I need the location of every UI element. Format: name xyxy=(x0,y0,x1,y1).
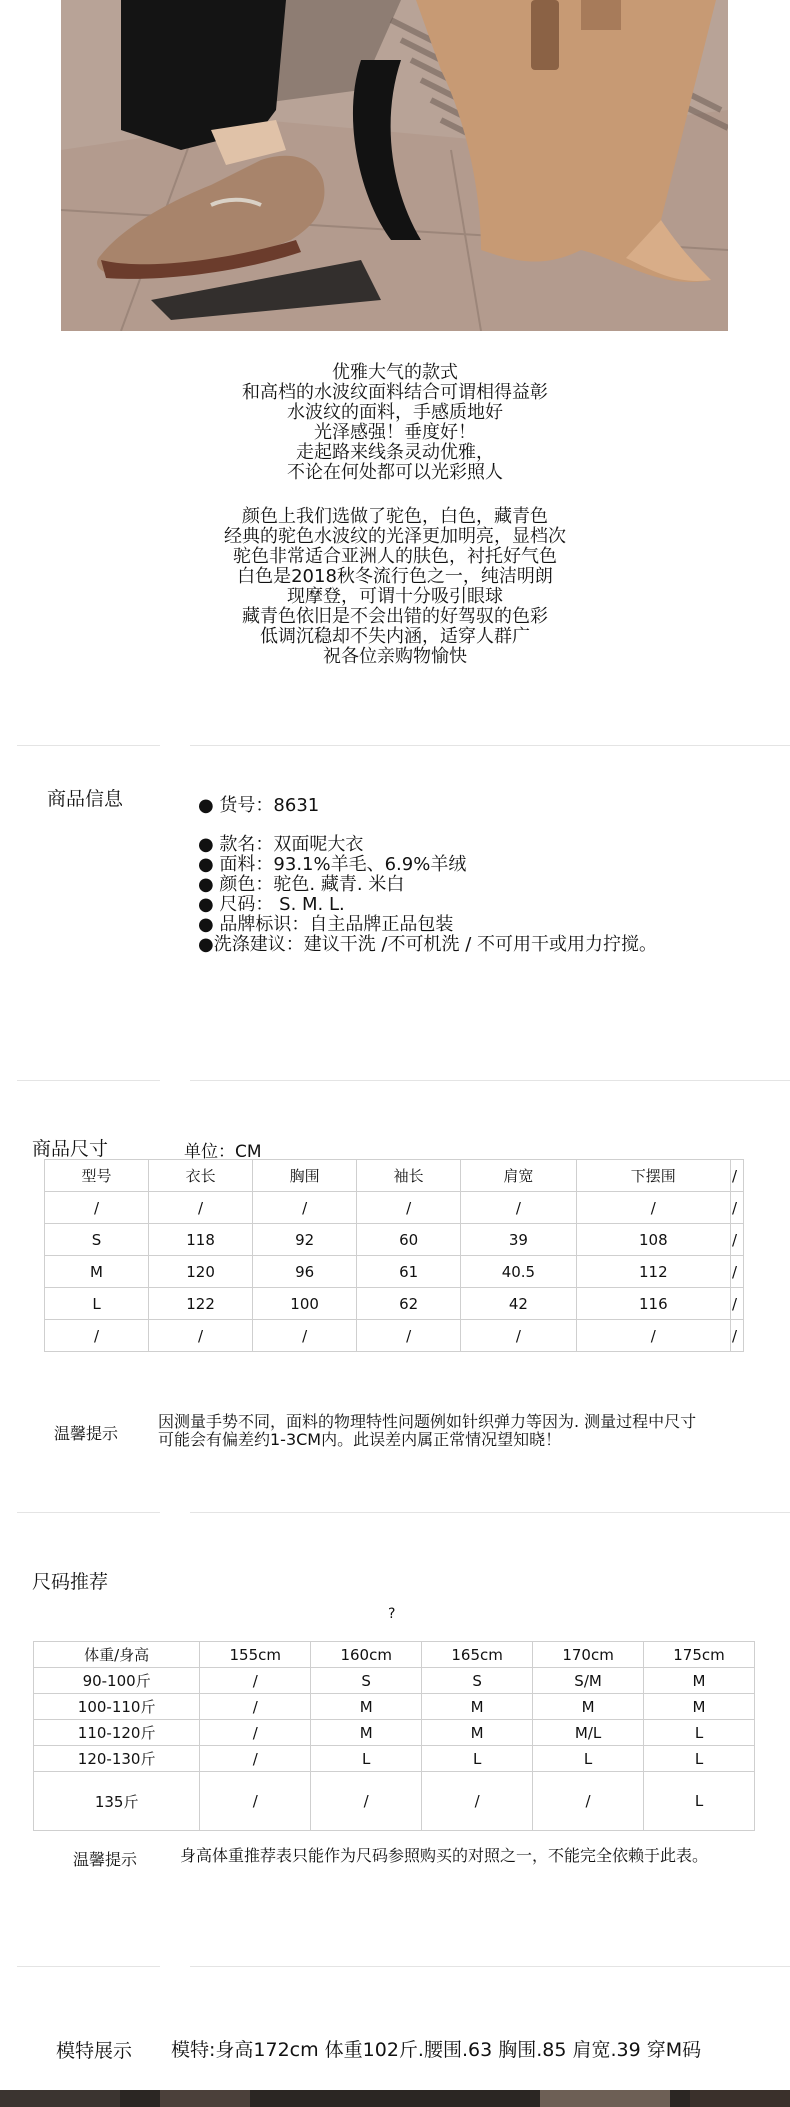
table-cell: 100-110斤 xyxy=(34,1694,200,1720)
table-cell: / xyxy=(311,1772,422,1831)
table-row xyxy=(45,1224,744,1256)
table-cell: / xyxy=(533,1772,644,1831)
table-header-row xyxy=(45,1160,744,1192)
table-cell: / xyxy=(200,1694,311,1720)
table-cell: 62 xyxy=(357,1288,461,1320)
table-cell: / xyxy=(200,1668,311,1694)
table-cell: 39 xyxy=(461,1224,576,1256)
section-divider xyxy=(17,745,160,746)
table-cell: S xyxy=(311,1668,422,1694)
table-cell: 90-100斤 xyxy=(34,1668,200,1694)
intro-line: 走起路来线条灵动优雅， xyxy=(296,442,494,463)
table-row xyxy=(34,1668,755,1694)
tip-label: 温馨提示 xyxy=(54,1424,119,1443)
table-header-cell: 175cm xyxy=(644,1642,755,1668)
table-header-cell: 衣长 xyxy=(149,1160,253,1192)
product-description xyxy=(0,363,790,667)
table-cell: M xyxy=(311,1720,422,1746)
intro-line: 和高档的水波纹面料结合可谓相得益彰 xyxy=(242,382,548,403)
intro-line: 白色是2018秋冬流行色之一，纯洁明朗 xyxy=(237,566,553,587)
table-cell: / xyxy=(200,1746,311,1772)
product-info-item: ● 货号：8631 xyxy=(198,795,320,816)
table-header-cell: 胸围 xyxy=(253,1160,357,1192)
table-cell: 100 xyxy=(253,1288,357,1320)
table-row xyxy=(34,1694,755,1720)
table-cell: / xyxy=(149,1192,253,1224)
table-row xyxy=(45,1288,744,1320)
table-cell: M xyxy=(644,1668,755,1694)
table-cell: / xyxy=(45,1192,149,1224)
table-cell: 61 xyxy=(357,1256,461,1288)
table-row xyxy=(45,1256,744,1288)
model-info: 模特:身高172cm 体重102斤.腰围.63 胸围.85 肩宽.39 穿M码 xyxy=(171,2039,702,2061)
table-cell: S xyxy=(422,1668,533,1694)
tip-line: 因测量手势不同，面料的物理特性问题例如针织弹力等因为. 测量过程中尺寸 xyxy=(158,1412,697,1431)
table-header-cell: 体重/身高 xyxy=(34,1642,200,1668)
tip-text xyxy=(158,1413,696,1449)
size-recommend-table xyxy=(33,1641,755,1831)
table-cell: / xyxy=(731,1192,744,1224)
intro-line: 藏青色依旧是不会出错的好驾驭的色彩 xyxy=(242,606,548,627)
table-cell: M xyxy=(422,1694,533,1720)
table-cell: 135斤 xyxy=(34,1772,200,1831)
table-cell: 118 xyxy=(149,1224,253,1256)
table-cell: / xyxy=(200,1772,311,1831)
table-cell: L xyxy=(644,1720,755,1746)
table-cell: L xyxy=(422,1746,533,1772)
table-header-cell: 肩宽 xyxy=(461,1160,576,1192)
table-cell: 42 xyxy=(461,1288,576,1320)
size-table-title: 商品尺寸 xyxy=(32,1138,109,1160)
section-divider xyxy=(190,745,790,746)
table-cell: 120-130斤 xyxy=(34,1746,200,1772)
product-info-item: ● 款名：双面呢大衣 xyxy=(198,834,364,855)
table-cell: 112 xyxy=(576,1256,730,1288)
model-title: 模特展示 xyxy=(56,2040,133,2062)
table-cell: 96 xyxy=(253,1256,357,1288)
intro-line: 祝各位亲购物愉快 xyxy=(323,646,467,667)
size-recommend-title: 尺码推荐 xyxy=(32,1571,109,1593)
table-cell: M/L xyxy=(533,1720,644,1746)
table-cell: 40.5 xyxy=(461,1256,576,1288)
section-divider xyxy=(190,1966,790,1967)
model-photo xyxy=(0,2090,790,2107)
table-cell: / xyxy=(461,1192,576,1224)
product-info-item: ● 尺码： S. M. L. xyxy=(198,894,345,915)
intro-line: 颜色上我们选做了驼色，白色，藏青色 xyxy=(242,506,548,527)
intro-line: 水波纹的面料，手感质地好 xyxy=(287,402,503,423)
table-cell: / xyxy=(576,1320,730,1352)
table-header-cell: 袖长 xyxy=(357,1160,461,1192)
table-row xyxy=(34,1746,755,1772)
product-info-list xyxy=(198,796,657,955)
table-header-cell: 160cm xyxy=(311,1642,422,1668)
table-row xyxy=(34,1720,755,1746)
paragraph-gap xyxy=(0,483,790,507)
table-cell: 108 xyxy=(576,1224,730,1256)
table-cell: / xyxy=(357,1192,461,1224)
table-cell: 60 xyxy=(357,1224,461,1256)
product-info-item: ● 颜色：驼色. 藏青. 米白 xyxy=(198,874,405,895)
table-cell: M xyxy=(533,1694,644,1720)
table-cell: M xyxy=(422,1720,533,1746)
table-cell: / xyxy=(253,1192,357,1224)
table-header-cell: 165cm xyxy=(422,1642,533,1668)
intro-line: 经典的驼色水波纹的光泽更加明亮，显档次 xyxy=(224,526,566,547)
product-info-item: ●洗涤建议：建议干洗 /不可机洗 / 不可用干或用力拧搅。 xyxy=(198,934,657,955)
table-header-cell: 155cm xyxy=(200,1642,311,1668)
table-cell: / xyxy=(731,1256,744,1288)
table-row xyxy=(45,1320,744,1352)
table-cell: S/M xyxy=(533,1668,644,1694)
intro-line: 现摩登，可谓十分吸引眼球 xyxy=(287,586,503,607)
table-cell: 122 xyxy=(149,1288,253,1320)
table-header-cell: 下摆围 xyxy=(576,1160,730,1192)
table-cell: L xyxy=(311,1746,422,1772)
table-cell: / xyxy=(576,1192,730,1224)
table-cell: L xyxy=(644,1746,755,1772)
table-row xyxy=(34,1772,755,1831)
table-cell: M xyxy=(311,1694,422,1720)
table-cell: 120 xyxy=(149,1256,253,1288)
table-cell: 116 xyxy=(576,1288,730,1320)
table-cell: S xyxy=(45,1224,149,1256)
section-divider xyxy=(190,1512,790,1513)
table-cell: / xyxy=(731,1288,744,1320)
intro-line: 光泽感强！垂度好！ xyxy=(314,422,476,443)
unit-label: 单位：CM xyxy=(184,1142,262,1162)
product-info-title: 商品信息 xyxy=(47,788,124,810)
table-cell: M xyxy=(644,1694,755,1720)
table-cell: 92 xyxy=(253,1224,357,1256)
table-cell: / xyxy=(422,1772,533,1831)
table-cell: / xyxy=(149,1320,253,1352)
table-cell: / xyxy=(200,1720,311,1746)
table-cell: / xyxy=(357,1320,461,1352)
table-cell: L xyxy=(45,1288,149,1320)
table-row xyxy=(45,1192,744,1224)
table-cell: 110-120斤 xyxy=(34,1720,200,1746)
table-header-cell: 170cm xyxy=(533,1642,644,1668)
table-cell: / xyxy=(45,1320,149,1352)
product-info-item: ● 面料：93.1%羊毛、6.9%羊绒 xyxy=(198,854,467,875)
section-divider xyxy=(17,1966,160,1967)
question-mark: ? xyxy=(388,1606,396,1622)
table-cell: / xyxy=(253,1320,357,1352)
intro-line: 优雅大气的款式 xyxy=(332,362,458,383)
intro-line: 驼色非常适合亚洲人的肤色，衬托好气色 xyxy=(233,546,557,567)
tip-label: 温馨提示 xyxy=(73,1850,138,1869)
section-divider xyxy=(17,1512,160,1513)
table-header-cell: / xyxy=(731,1160,744,1192)
section-divider xyxy=(190,1080,790,1081)
product-photo xyxy=(61,0,728,331)
table-cell: L xyxy=(533,1746,644,1772)
table-cell: / xyxy=(731,1224,744,1256)
table-header-row xyxy=(34,1642,755,1668)
table-cell: L xyxy=(644,1772,755,1831)
table-cell: / xyxy=(461,1320,576,1352)
tip-text: 身高体重推荐表只能作为尺码参照购买的对照之一，不能完全依赖于此表。 xyxy=(180,1846,709,1865)
section-divider xyxy=(17,1080,160,1081)
size-table xyxy=(44,1159,744,1352)
tip-line: 可能会有偏差约1-3CM内。此误差内属正常情况望知晓！ xyxy=(158,1430,562,1449)
table-cell: / xyxy=(731,1320,744,1352)
intro-line: 低调沉稳却不失内涵，适穿人群广 xyxy=(260,626,530,647)
table-header-cell: 型号 xyxy=(45,1160,149,1192)
table-cell: M xyxy=(45,1256,149,1288)
intro-line: 不论在何处都可以光彩照人 xyxy=(287,462,503,483)
product-info-item: ● 品牌标识：自主品牌正品包装 xyxy=(198,914,454,935)
